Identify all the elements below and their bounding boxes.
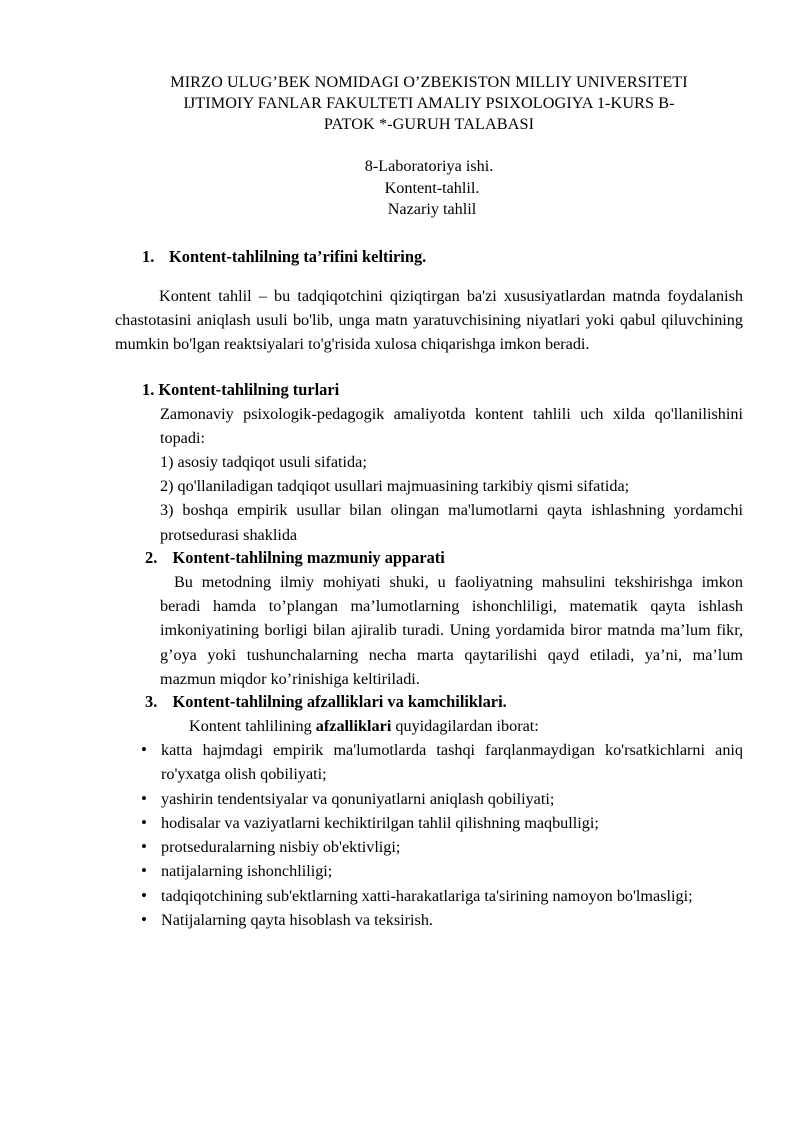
section-1 [142,379,743,714]
list-item: • tadqiqotchining sub'ektlarning xatti-harakatlariga ta'sirining namoyon bo'lmasligi; [115,884,743,908]
list-item: • natijalarning ishonchliligi; [115,859,743,883]
advantages-lead-after: quyidagilardan iborat: [391,716,539,735]
list-item: • Natijalarning qayta hisoblash va teksirish. [115,908,743,932]
section-1-number: 1. [142,379,155,399]
advantages-lead-before: Kontent tahlilining [189,716,316,735]
section-3-heading [145,691,743,714]
question-heading [142,246,743,268]
header-line-3: PATOK *-GURUH TALABASI [323,115,535,134]
header-line-1: MIRZO ULUG’BEK NOMIDAGI O’ZBEKISTON MILLIY UNIVERSITETI [170,73,688,91]
question-text: Kontent-tahlilning ta’rifini keltiring. [169,247,427,267]
subtitle-line-topic: Kontent-tahlil. [384,178,480,197]
header-line-2: IJTIMOIY FANLAR FAKULTETI AMALIY PSIXOLOGIYA 1-KURS B- [183,94,675,113]
section-1-para-4: 3) boshqa empirik usullar bilan olingan ma'lumotlarni qayta ishlashning yordamchi protsedurasi shaklida [160,501,743,544]
list-item: • hodisalar va vaziyatlarni kechiktirilgan tahlil qilishning maqbulligi; [115,811,743,835]
list-item: • katta hajmdagi empirik ma'lumotlarda tashqi farqlanmaydigan ko'rsatkichlarni aniq ro'yxatga olish qobiliyati; [115,738,743,786]
document-content [115,0,743,932]
intro-paragraph: Kontent tahlil – bu tadqiqotchini qiziqtirgan ba'zi xususiyatlardan matnda foydalanish chastotasini aniqlash usuli bo'lib, unga matn yaratuvchisining niyatlari yoki qabul qiluvchining mumkin bo'lgan reaktsiyalari to'g'risida xulosa chiqarishga imkon beradi. [115,286,743,354]
section-1-para-1: Zamonaviy psixologik-pedagogik amaliyotda kontent tahlili uch xilda qo'llanilishini topadi: [160,404,743,447]
document-subtitle [115,156,743,220]
section-1-heading [142,379,743,402]
section-1-para-3: 2) qo'llaniladigan tadqiqot usullari majmuasining tarkibiy qismi sifatida; [160,477,630,496]
section-2-body [160,570,743,691]
advantages-list [115,738,743,932]
subtitle-line-lab-number: 8-Laboratoriya ishi. [364,157,494,176]
section-2-number: 2. [145,547,158,567]
section-3-title: Kontent-tahlilning afzalliklari va kamchiliklari. [172,691,507,711]
list-item: • yashirin tendentsiyalar va qonuniyatlarni aniqlash qobiliyati; [115,787,743,811]
list-item: • protseduralarning nisbiy ob'ektivligi; [115,835,743,859]
section-2-para-1: Bu metodning ilmiy mohiyati shuki, u faoliyatning mahsulini tekshirishga imkon beradi hamda to’plangan ma’lumotlarning ishonchliligi, matematik qayta ishlash imkoniyatining borligi bilan ajiralib turadi. Uning yordamida biror matnda ma’lum fikr, g’oya yoki tushunchalarning necha marta qaytarilishi qayd etiladi, ya’ni, ma’lum mazmun miqdor ko’rinishiga keltiriladi. [160,572,743,688]
question-number: 1. [142,247,155,267]
section-2-heading [145,547,743,570]
advantages-lead-line [115,714,743,738]
advantages-lead-bold: afzalliklari [315,716,392,735]
subtitle-line-type: Nazariy tahlil [387,199,477,218]
section-3-number: 3. [145,691,158,711]
section-1-body [160,402,743,547]
section-2-title: Kontent-tahlilning mazmuniy apparati [172,547,445,567]
document-header [115,72,743,135]
section-1-title: Kontent-tahlilning turlari [158,379,340,399]
section-1-para-2: 1) asosiy tadqiqot usuli sifatida; [160,453,367,472]
